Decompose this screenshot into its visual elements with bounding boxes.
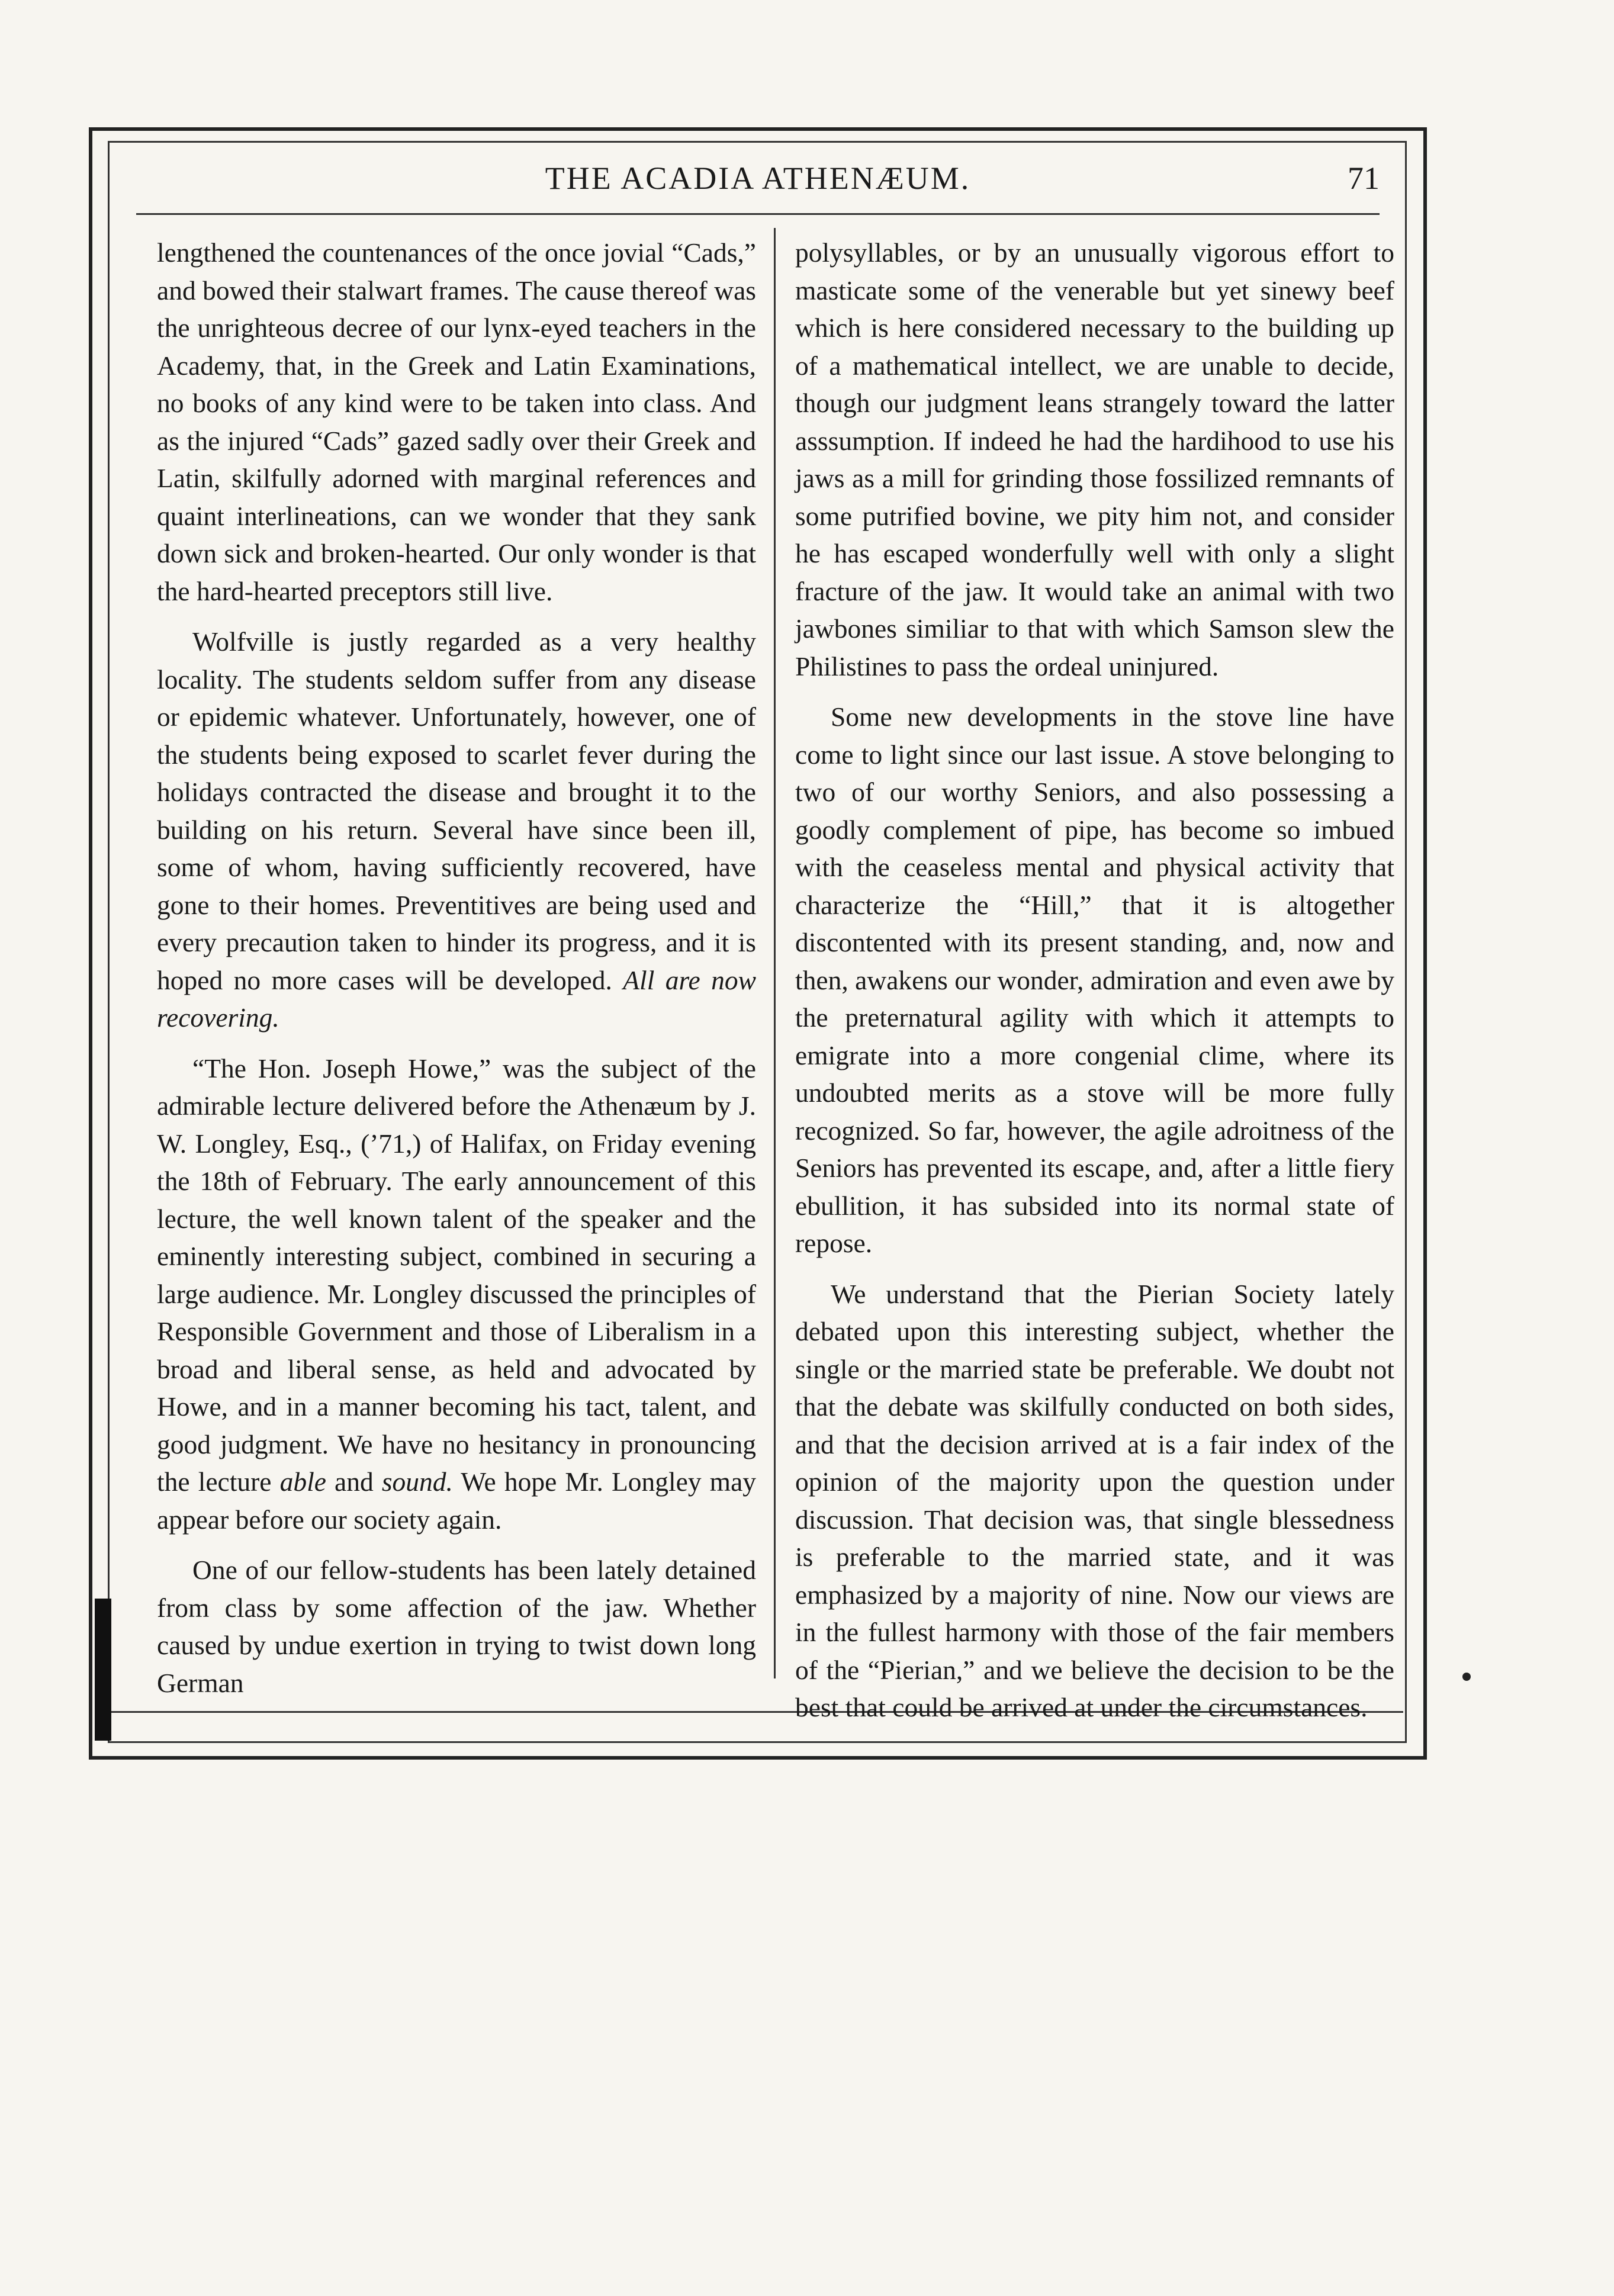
paragraph-jaw: One of our fellow-students has been lately detained from class by some affection of the jaw. Whether caused by undue exertion in trying to twist down long German bbox=[157, 1555, 756, 1698]
page-number: 71 bbox=[1348, 160, 1380, 196]
paragraph-wolfville-text: Wolfville is justly regarded as a very healthy locality. The students seldom suffer from any disease or epidemic whatever. Unfortunately, however, one of the students being exposed to scarlet fever during the holidays contracted the disease and brought it to the building on his return. Several have since been ill, some of whom, having sufficiently recovered, have gone to their homes. Preventitives are being used and every precaution taken to hinder its progress, and it is hoped no more cases will be developed. bbox=[157, 626, 756, 995]
margin-ink-dot bbox=[1462, 1673, 1471, 1681]
paragraph-pierian: We understand that the Pierian Society lately debated upon this interesting subject, whether the single or the married state be preferable. We doubt not that the debate was skilfully conducted on both sides, and that the decision arrived at is a fair index of the opinion of the majority upon the question under discussion. That decision was, that single blessedness is preferable to the married state, and it was emphasized by a majority of nine. Now our views are in the fullest harmony with those of the fair members of the “Pierian,” and we believe the decision to be the best that could be arrived at under the circumstances. bbox=[795, 1278, 1394, 1722]
column-divider bbox=[774, 228, 776, 1678]
running-title: THE ACADIA ATHENÆUM. bbox=[545, 160, 971, 196]
paragraph-howe-lecture bbox=[157, 1050, 756, 1539]
header-rule bbox=[136, 213, 1380, 215]
paragraph-howe-text-b: We hope Mr. Longley may appear before our society again. bbox=[157, 1467, 757, 1535]
paragraph-wolfville bbox=[157, 623, 756, 1037]
right-column bbox=[795, 234, 1394, 1722]
italic-able: able bbox=[279, 1467, 326, 1497]
word-and: and bbox=[335, 1467, 374, 1497]
paragraph-jaw-continued: polysyllables, or by an unusually vigorous effort to masticate some of the venerable but yet sinewy beef which is here considered necessary to the building up of a mathematical intellect, we are unable to decide, though our judgment leans strangely toward the latter asssumption. If indeed he had the hardihood to use his jaws as a mill for grinding those fossilized remnants of some putrified bovine, we pity him not, and consider he has escaped wonderfully well with only a slight fracture of the jaw. It would take an animal with two jawbones similiar to that with which Samson slew the Philistines to pass the ordeal uninjured. bbox=[795, 237, 1394, 681]
paragraph-cads: lengthened the countenances of the once jovial “Cads,” and bowed their stalwart frames. The cause thereof was the unrighteous decree of our lynx-eyed teachers in the Academy, that, in the Greek and Latin Examinations, no books of any kind were to be taken into class. And as the injured “Cads” gazed sadly over their Greek and Latin, skilfully adorned with marginal references and quaint interlineations, can we wonder that they sank down sick and broken-hearted. Our only wonder is that the hard-hearted preceptors still live. bbox=[157, 237, 756, 606]
italic-sound: sound. bbox=[381, 1467, 453, 1497]
running-header bbox=[136, 160, 1380, 213]
paragraph-stove: Some new developments in the stove line have come to light since our last issue. A stove belonging to two of our worthy Seniors, and also possessing a goodly complement of pipe, has become so imbued with the ceaseless mental and physical activity that characterize the “Hill,” that it is altogether discontented with its present standing, and, now and then, awakens our wonder, admiration and even awe by the preternatural agility with which it attempts to emigrate into a more congenial clime, where its undoubted merits as a stove will be more fully recognized. So far, however, the agile adroitness of the Seniors has prevented its escape, and, after a little fiery ebullition, it has subsided into its normal state of repose. bbox=[795, 702, 1394, 1258]
paragraph-howe-text-a: “The Hon. Joseph Howe,” was the subject of the admirable lecture delivered before the Athenæum by J. W. Longley, Esq., (’71,) of Halifax, on Friday evening the 18th of February. The early announcement of this lecture, the well known talent of the speaker and the eminently interesting subject, combined in securing a large audience. Mr. Longley discussed the principles of Responsible Government and those of Liberalism in a broad and liberal sense, as held and advocated by Howe, and in a manner becoming his tact, talent, and good judgment. We have no hesitancy in pronouncing the lecture bbox=[157, 1053, 756, 1497]
left-column bbox=[157, 234, 757, 1698]
paragraph-wolfville-italic: All are now recovering. bbox=[157, 964, 757, 1033]
binding-shadow bbox=[95, 1599, 111, 1741]
